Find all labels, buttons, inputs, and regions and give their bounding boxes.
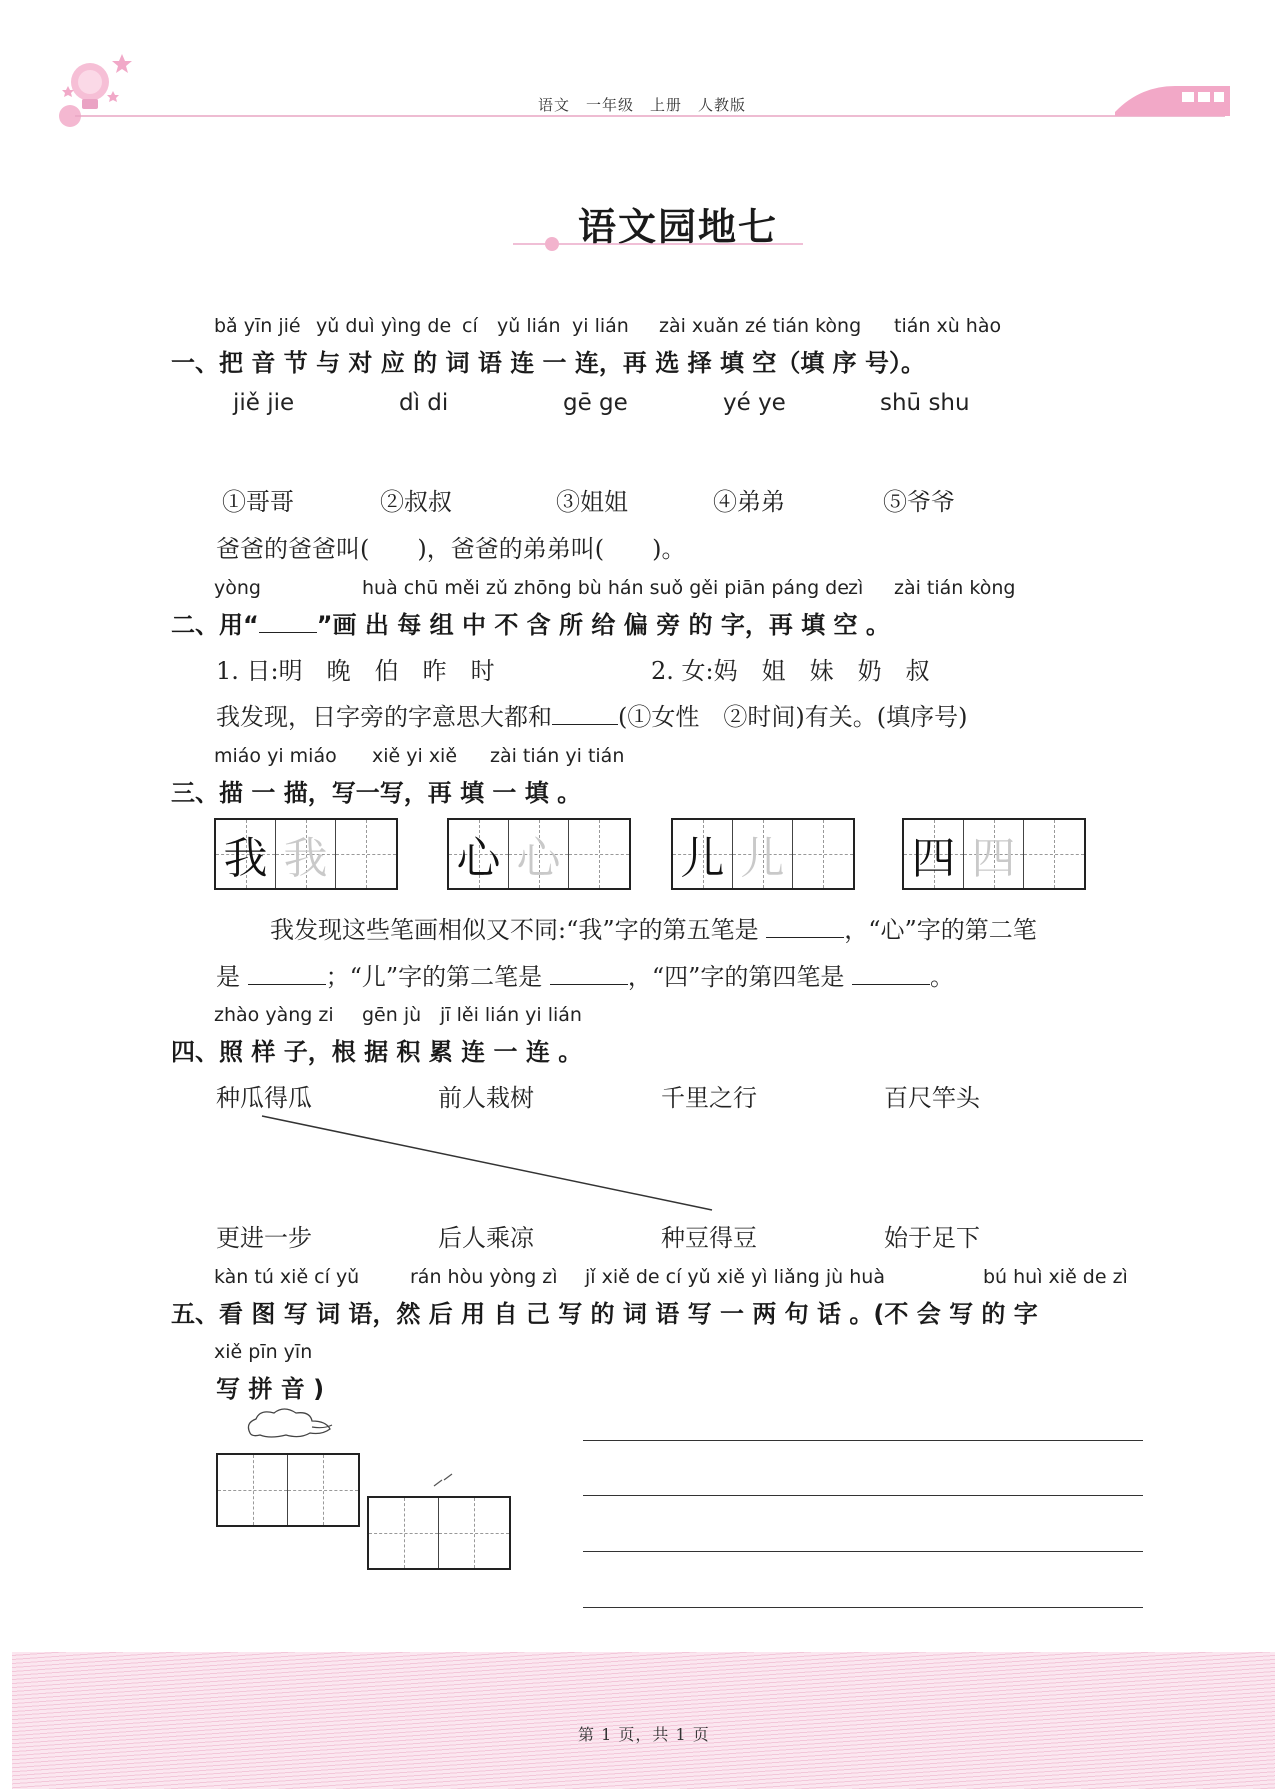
picture-word-grid-1[interactable] — [216, 1453, 360, 1527]
q4-bottom-2[interactable]: 后人乘凉 — [438, 1224, 534, 1252]
trace-char-wo: 我 — [223, 833, 268, 884]
page-title: 语文园地七 — [578, 204, 779, 249]
trace-char-er: 儿 — [680, 833, 725, 884]
q5-pinyin-4: bú huì xiě de zì — [983, 1266, 1128, 1288]
q5-pinyin-5: xiě pīn yīn — [214, 1341, 313, 1363]
train-icon — [1115, 86, 1230, 116]
footer-pattern — [12, 1652, 1275, 1789]
q1-word-3[interactable]: ③姐姐 — [556, 488, 628, 516]
header-text: 语文 一年级 上册 人教版 — [538, 96, 747, 114]
q3-blank-3[interactable] — [550, 964, 628, 985]
q2-line-3: 我发现，日字旁的字意思大都和 (①女性 ②时间)有关。(填序号) — [216, 703, 968, 731]
q3-blank-1[interactable] — [766, 917, 844, 938]
q3-instruction: 三、描 一 描，写一写，再 填 一 填 。 — [171, 779, 582, 807]
q4-pinyin-2: gēn jù — [362, 1004, 422, 1026]
trace-char-si: 四 — [911, 833, 956, 884]
q4-bottom-1[interactable]: 更进一步 — [216, 1224, 312, 1252]
q2-pinyin-4: zài tián kòng — [894, 577, 1016, 599]
rain-icon — [430, 1470, 460, 1490]
q1-word-2[interactable]: ②叔叔 — [380, 488, 452, 516]
q1-word-5[interactable]: ⑤爷爷 — [883, 488, 955, 516]
q1-word-4[interactable]: ④弟弟 — [713, 488, 785, 516]
title-underline — [508, 236, 808, 256]
q3-pinyin-1: miáo yi miáo — [214, 745, 337, 767]
sentence-line-4[interactable] — [583, 1607, 1143, 1608]
q3-blank-2[interactable] — [248, 964, 326, 985]
q1-syllable-1[interactable]: jiě jie — [233, 390, 295, 416]
q2-pinyin-1: yòng — [214, 577, 261, 599]
q1-pinyin-1: bǎ yīn jié — [214, 315, 301, 337]
q1-pinyin-3: cí — [462, 315, 478, 337]
sentence-line-3[interactable] — [583, 1551, 1143, 1552]
q4-pinyin-3: jī lěi lián yi lián — [440, 1004, 582, 1026]
sentence-line-1[interactable] — [583, 1440, 1143, 1441]
q1-syllable-5[interactable]: shū shu — [880, 390, 970, 416]
q1-pinyin-2: yǔ duì yìng de — [316, 315, 452, 337]
q2-answer-blank[interactable] — [552, 704, 618, 725]
q1-pinyin-4: yǔ lián — [497, 315, 561, 337]
q3-sentence-2: 是 ；“儿”字的第二笔是 ，“四”字的第四笔是 。 — [216, 963, 955, 991]
trace-char-xin-faint: 心 — [516, 833, 561, 884]
q3-sentence-1: 我发现这些笔画相似又不同:“我”字的第五笔是 ，“心”字的第二笔 — [270, 916, 1037, 944]
q1-syllable-2[interactable]: dì di — [399, 390, 449, 416]
cloud-icon — [240, 1405, 340, 1445]
picture-word-grid-2[interactable] — [367, 1496, 511, 1570]
q1-pinyin-6: zài xuǎn zé tián kòng — [659, 315, 862, 337]
q5-pinyin-1: kàn tú xiě cí yǔ — [214, 1266, 360, 1288]
q3-blank-4[interactable] — [852, 964, 930, 985]
q5-instruction-2: 写 拼 音 ) — [216, 1375, 325, 1403]
q4-instruction: 四、照 样 子，根 据 积 累 连 一 连 。 — [171, 1038, 583, 1066]
writing-grid-er[interactable] — [671, 818, 855, 890]
q5-pinyin-3: jǐ xiě de cí yǔ xiě yì liǎng jù huà — [585, 1266, 885, 1288]
q4-top-3[interactable]: 千里之行 — [661, 1084, 757, 1112]
q1-pinyin-7: tián xù hào — [894, 315, 1002, 337]
writing-grid-si[interactable] — [902, 818, 1086, 890]
writing-grid-xin[interactable] — [447, 818, 631, 890]
q4-pinyin-1: zhào yàng zi — [214, 1004, 334, 1026]
q4-top-4[interactable]: 百尺竿头 — [884, 1084, 980, 1112]
sentence-line-2[interactable] — [583, 1495, 1143, 1496]
q3-pinyin-3: zài tián yi tián — [490, 745, 625, 767]
q2-underline-sample — [259, 612, 317, 633]
q5-instruction: 五、看 图 写 词 语，然 后 用 自 己 写 的 词 语 写 一 两 句 话 。(不 会 写 的 字 — [171, 1300, 1038, 1328]
q4-bottom-4[interactable]: 始于足下 — [884, 1224, 980, 1252]
q2-pinyin-2: huà chū měi zǔ zhōng bù hán suǒ gěi piān páng de — [362, 577, 849, 599]
page-number: 第 1 页，共 1 页 — [578, 1725, 710, 1744]
q2-line-1[interactable]: 1. 日:明 晚 伯 昨 时 — [216, 657, 495, 685]
q1-instruction: 一、把 音 节 与 对 应 的 词 语 连 一 连，再 选 择 填 空（填 序 号）。 — [171, 349, 926, 377]
q1-pinyin-5: yi lián — [572, 315, 629, 337]
q3-pinyin-2: xiě yi xiě — [372, 745, 458, 767]
q2-pinyin-3: zì — [848, 577, 864, 599]
trace-char-er-faint: 儿 — [740, 833, 785, 884]
header-decoration — [0, 0, 1287, 140]
q2-instruction: 二、用“ ”画 出 每 组 中 不 含 所 给 偏 旁 的 字，再 填 空 。 — [171, 611, 890, 639]
trace-char-wo-faint: 我 — [283, 833, 328, 884]
trace-char-si-faint: 四 — [971, 833, 1016, 884]
q4-top-2[interactable]: 前人栽树 — [438, 1084, 534, 1112]
q5-pinyin-2: rán hòu yòng zì — [410, 1266, 558, 1288]
q1-word-1[interactable]: ①哥哥 — [222, 488, 294, 516]
writing-grid-wo[interactable] — [214, 818, 398, 890]
q1-fill-sentence[interactable]: 爸爸的爸爸叫( )，爸爸的弟弟叫( )。 — [216, 535, 686, 563]
q2-line-2[interactable]: 2. 女:妈 姐 妹 奶 叔 — [651, 657, 930, 685]
q4-bottom-3[interactable]: 种豆得豆 — [661, 1224, 757, 1252]
q1-syllable-4[interactable]: yé ye — [723, 390, 786, 416]
q4-top-1[interactable]: 种瓜得瓜 — [216, 1084, 312, 1112]
q1-syllable-3[interactable]: gē ge — [563, 390, 628, 416]
trace-char-xin: 心 — [456, 833, 501, 884]
